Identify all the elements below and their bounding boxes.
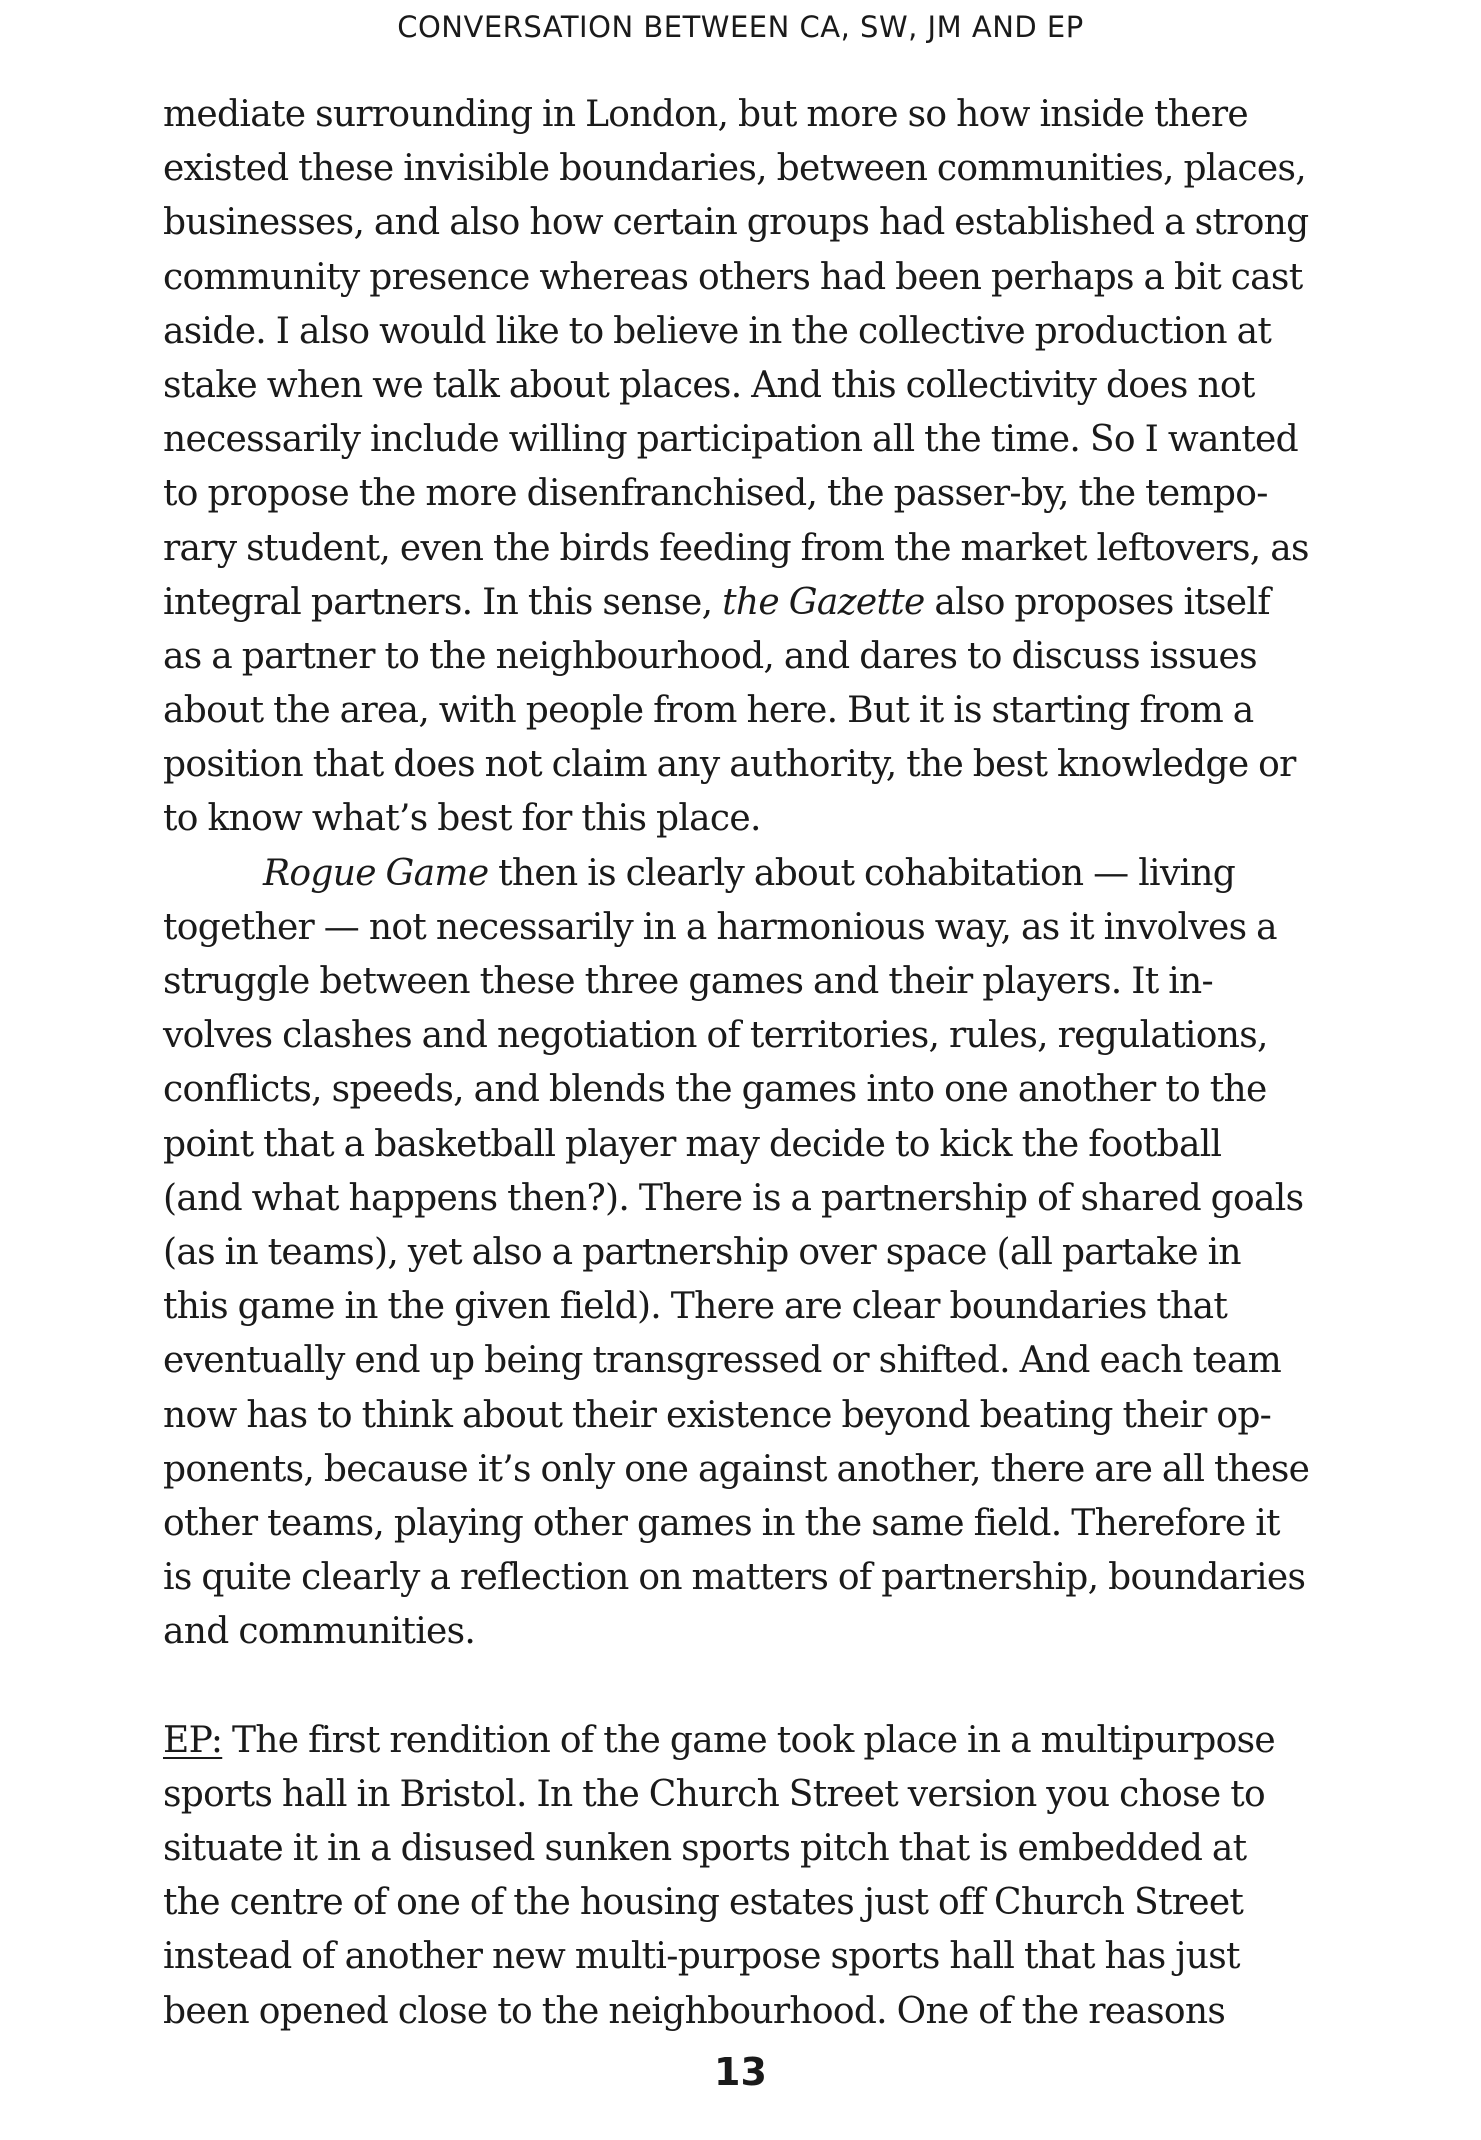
- text-line: this game in the given field). There are clear boundaries that: [163, 1286, 1228, 1328]
- text-run: also proposes itself: [924, 581, 1270, 623]
- text-line: position that does not claim any authority, the best knowledge or: [163, 744, 1296, 786]
- text-line: volves clashes and negotiation of territories, rules, regulations,: [163, 1015, 1268, 1057]
- text-line: together — not necessarily in a harmonious way, as it involves a: [163, 906, 1277, 948]
- italic-title-gazette: the Gazette: [722, 581, 925, 623]
- text-line: struggle between these three games and their players. It in-: [163, 961, 1214, 1002]
- page-number-container: [0, 2050, 1481, 2094]
- running-header: CONVERSATION BETWEEN CA, SW, JM AND EP: [397, 10, 1084, 44]
- paragraph-1: [163, 88, 1433, 847]
- text-line: [163, 847, 1433, 901]
- text-line: eventually end up being transgressed or shifted. And each team: [163, 1340, 1282, 1382]
- text-line: and communities.: [163, 1611, 476, 1653]
- text-line: necessarily include willing participation all the time. So I wanted: [163, 419, 1298, 461]
- text-line: existed these invisible boundaries, between communities, places,: [163, 148, 1306, 190]
- paragraph-3: [163, 1714, 1433, 2039]
- text-line: (and what happens then?). There is a partnership of shared goals: [163, 1177, 1304, 1219]
- text-line: point that a basketball player may decide to kick the football: [163, 1123, 1222, 1165]
- text-line: about the area, with people from here. But it is starting from a: [163, 690, 1254, 732]
- text-line: [163, 576, 1433, 630]
- text-line: the centre of one of the housing estates just off Church Street: [163, 1882, 1244, 1924]
- text-line: is quite clearly a reflection on matters of partnership, boundaries: [163, 1557, 1306, 1599]
- paragraph-gap: [163, 1659, 1433, 1713]
- text-line: ponents, because it’s only one against another, there are all these: [163, 1448, 1310, 1490]
- text-line: instead of another new multi-purpose sports hall that has just: [163, 1936, 1240, 1978]
- text-line: [163, 1714, 1433, 1768]
- text-line: to know what’s best for this place.: [163, 798, 761, 840]
- page-number: 13: [714, 2050, 767, 2094]
- text-line: conflicts, speeds, and blends the games into one another to the: [163, 1069, 1267, 1111]
- text-line: been opened close to the neighbourhood. One of the reasons: [163, 1990, 1226, 2032]
- text-run: then is clearly about cohabitation — living: [488, 852, 1236, 894]
- text-line: businesses, and also how certain groups had established a strong: [163, 202, 1309, 244]
- text-line: situate it in a disused sunken sports pitch that is embedded at: [163, 1828, 1247, 1869]
- body-text: [163, 88, 1433, 2039]
- speaker-label: EP:: [163, 1719, 223, 1761]
- text-line: now has to think about their existence beyond beating their op-: [163, 1394, 1272, 1436]
- text-line: other teams, playing other games in the same field. Therefore it: [163, 1502, 1280, 1544]
- text-line: mediate surrounding in London, but more so how inside there: [163, 94, 1249, 135]
- text-run: The first rendition of the game took place in a multipurpose: [222, 1719, 1275, 1761]
- text-line: aside. I also would like to believe in the collective production at: [163, 310, 1272, 352]
- italic-title-rogue-game: Rogue Game: [263, 852, 489, 894]
- text-run: integral partners. In this sense,: [163, 581, 723, 623]
- text-line: (as in teams), yet also a partnership over space (all partake in: [163, 1231, 1241, 1273]
- text-line: as a partner to the neighbourhood, and dares to discuss issues: [163, 635, 1257, 677]
- text-line: to propose the more disenfranchised, the passer-by, the tempo-: [163, 473, 1268, 515]
- text-line: community presence whereas others had been perhaps a bit cast: [163, 256, 1303, 298]
- paragraph-2: [163, 847, 1433, 1660]
- text-line: rary student, even the birds feeding from the market leftovers, as: [163, 527, 1309, 569]
- text-line: sports hall in Bristol. In the Church Street version you chose to: [163, 1773, 1265, 1815]
- text-line: stake when we talk about places. And this collectivity does not: [163, 364, 1255, 406]
